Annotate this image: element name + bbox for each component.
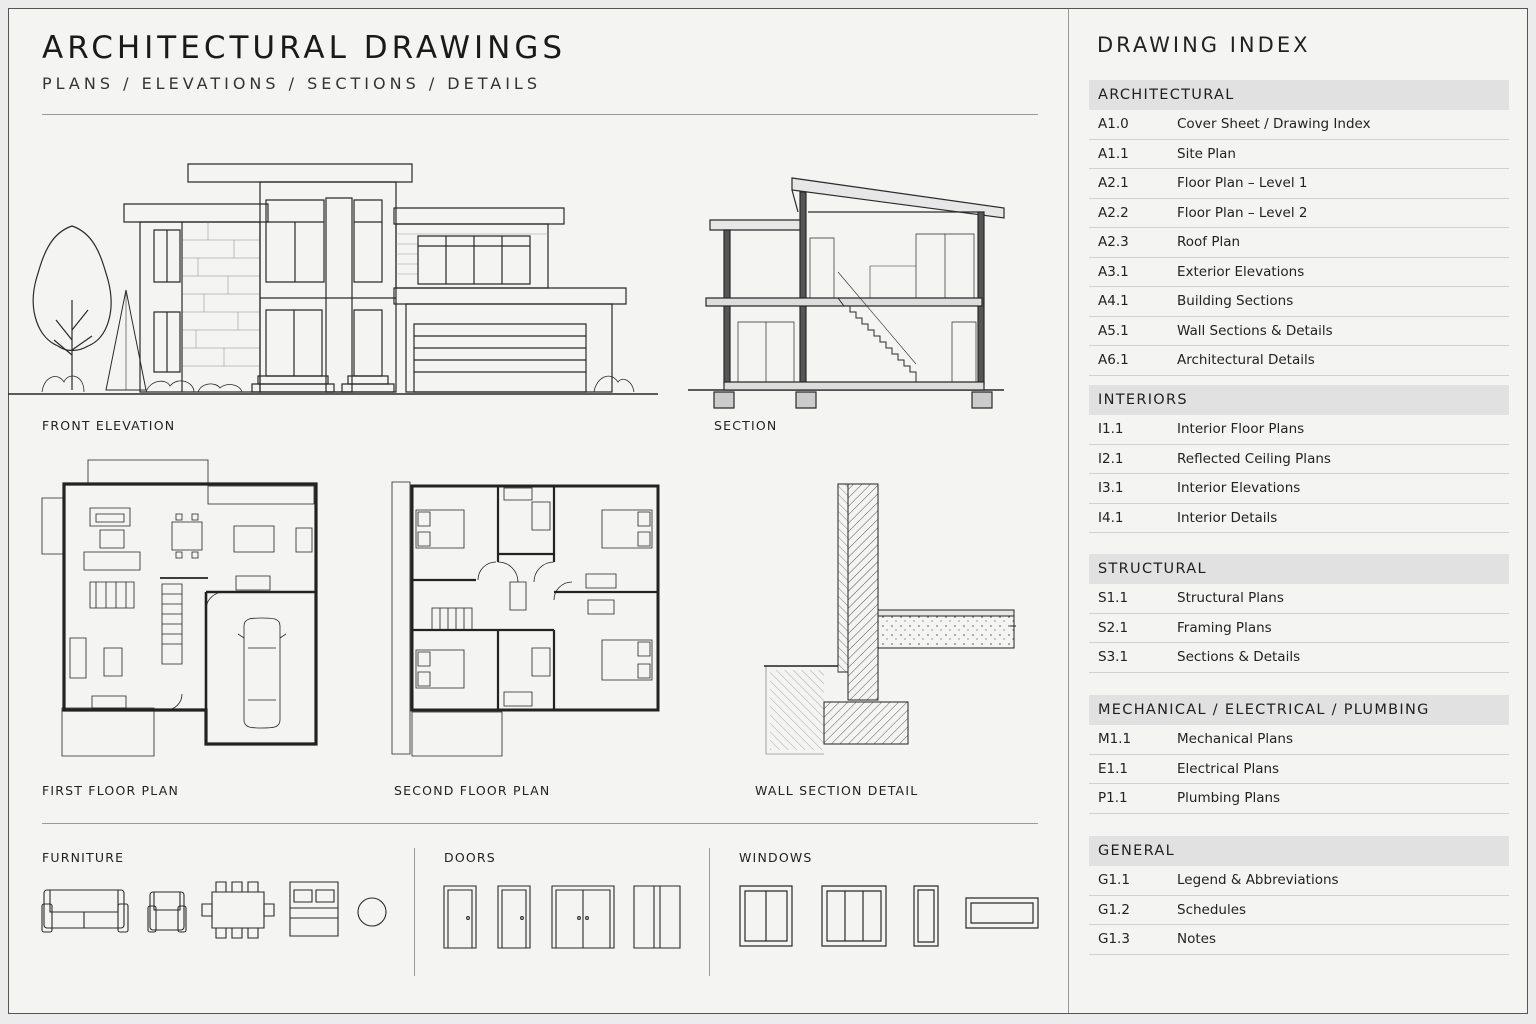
sheet-name: Cover Sheet / Drawing Index — [1177, 116, 1371, 133]
sheet-code: S1.1 — [1098, 590, 1129, 607]
sheet-code: A2.2 — [1098, 204, 1129, 221]
second-floor-plan-label: SECOND FLOOR PLAN — [394, 783, 551, 798]
sheet-name: Building Sections — [1177, 293, 1294, 310]
casement-window-icon — [740, 886, 792, 946]
index-row[interactable] — [1089, 258, 1509, 288]
index-row[interactable] — [1089, 169, 1509, 199]
sheet-code: S3.1 — [1098, 649, 1129, 666]
sheet-code: I4.1 — [1098, 509, 1124, 526]
index-row[interactable] — [1089, 784, 1509, 814]
index-row[interactable] — [1089, 643, 1509, 673]
page-subtitle: PLANS / ELEVATIONS / SECTIONS / DETAILS — [42, 74, 541, 93]
sheet-code: M1.1 — [1098, 731, 1132, 748]
sheet-name: Architectural Details — [1177, 352, 1315, 369]
legend-divider — [42, 823, 1038, 824]
index-row[interactable] — [1089, 866, 1509, 896]
sheet-name: Framing Plans — [1177, 619, 1272, 636]
wall-section-detail-drawing — [764, 480, 1024, 760]
index-row[interactable] — [1089, 317, 1509, 347]
front-elevation-drawing — [8, 150, 668, 400]
index-row[interactable] — [1089, 896, 1509, 926]
legend-separator — [709, 848, 710, 976]
single-door-icon — [444, 886, 476, 948]
sheet-name: Site Plan — [1177, 145, 1236, 162]
furniture-symbols — [40, 878, 390, 942]
triple-window-icon — [822, 886, 886, 946]
drawing-index-title: DRAWING INDEX — [1097, 33, 1311, 57]
index-section-general — [1089, 836, 1509, 955]
sheet-name: Interior Floor Plans — [1177, 421, 1305, 438]
sheet-code: A2.3 — [1098, 234, 1129, 251]
page-title: ARCHITECTURAL DRAWINGS — [42, 30, 567, 66]
index-row[interactable] — [1089, 584, 1509, 614]
index-row[interactable] — [1089, 346, 1509, 376]
index-section-mep — [1089, 695, 1509, 814]
single-door-icon — [498, 886, 530, 948]
sheet-code: G1.2 — [1098, 901, 1130, 918]
sheet-name: Notes — [1177, 931, 1216, 948]
first-floor-plan-label: FIRST FLOOR PLAN — [42, 783, 180, 798]
index-row[interactable] — [1089, 415, 1509, 445]
legend-separator — [414, 848, 415, 976]
index-row[interactable] — [1089, 725, 1509, 755]
index-row[interactable] — [1089, 110, 1509, 140]
doors-heading: DOORS — [444, 850, 496, 865]
awning-window-icon — [966, 898, 1038, 928]
index-section-structural — [1089, 554, 1509, 673]
section-drawing — [688, 168, 1018, 410]
door-symbols — [442, 882, 686, 952]
index-section-heading: INTERIORS — [1089, 385, 1509, 415]
sheet-name: Reflected Ceiling Plans — [1177, 450, 1331, 467]
windows-heading: WINDOWS — [739, 850, 813, 865]
armchair-icon — [148, 892, 186, 932]
sheet-code: A4.1 — [1098, 293, 1129, 310]
sheet-name: Interior Elevations — [1177, 480, 1301, 497]
bed-icon — [290, 882, 338, 936]
index-section-heading: GENERAL — [1089, 836, 1509, 866]
sheet-name: Sections & Details — [1177, 649, 1301, 666]
sliding-door-icon — [634, 886, 680, 948]
index-row[interactable] — [1089, 287, 1509, 317]
sheet-code: G1.3 — [1098, 931, 1130, 948]
first-floor-plan-drawing — [40, 458, 324, 760]
sheet-name: Legend & Abbreviations — [1177, 872, 1339, 889]
sheet-name: Mechanical Plans — [1177, 731, 1294, 748]
sheet-code: I1.1 — [1098, 421, 1124, 438]
narrow-window-icon — [914, 886, 938, 946]
sofa-icon — [42, 890, 128, 932]
index-section-interiors — [1089, 385, 1509, 533]
sheet-name: Floor Plan – Level 1 — [1177, 175, 1308, 192]
double-door-icon — [552, 886, 614, 948]
index-panel-divider — [1068, 9, 1069, 1013]
index-row[interactable] — [1089, 504, 1509, 534]
index-row[interactable] — [1089, 755, 1509, 785]
index-row[interactable] — [1089, 925, 1509, 955]
index-section-heading: MECHANICAL / ELECTRICAL / PLUMBING — [1089, 695, 1509, 725]
sheet-name: Electrical Plans — [1177, 760, 1280, 777]
front-elevation-label: FRONT ELEVATION — [42, 418, 176, 433]
index-row[interactable] — [1089, 140, 1509, 170]
section-label: SECTION — [714, 418, 778, 433]
title-divider — [42, 114, 1038, 115]
index-section-heading: STRUCTURAL — [1089, 554, 1509, 584]
sheet-code: A6.1 — [1098, 352, 1129, 369]
sheet-code: G1.1 — [1098, 872, 1130, 889]
sheet-name: Floor Plan – Level 2 — [1177, 204, 1308, 221]
sheet-code: A1.0 — [1098, 116, 1129, 133]
index-section-heading: ARCHITECTURAL — [1089, 80, 1509, 110]
index-row[interactable] — [1089, 199, 1509, 229]
furniture-heading: FURNITURE — [42, 850, 125, 865]
sheet-name: Roof Plan — [1177, 234, 1241, 251]
sheet-code: I2.1 — [1098, 450, 1124, 467]
sheet-name: Plumbing Plans — [1177, 790, 1281, 807]
sheet-code: A5.1 — [1098, 322, 1129, 339]
sheet-code: I3.1 — [1098, 480, 1124, 497]
index-row[interactable] — [1089, 474, 1509, 504]
second-floor-plan-drawing — [392, 482, 662, 758]
sheet-code: S2.1 — [1098, 619, 1129, 636]
sheet-code: A2.1 — [1098, 175, 1129, 192]
index-row[interactable] — [1089, 445, 1509, 475]
sheet-name: Schedules — [1177, 901, 1247, 918]
window-symbols — [738, 884, 1042, 950]
index-row[interactable] — [1089, 228, 1509, 258]
round-table-icon — [358, 898, 386, 926]
index-section-architectural — [1089, 80, 1509, 376]
sheet-code: P1.1 — [1098, 790, 1128, 807]
sheet-code: A1.1 — [1098, 145, 1129, 162]
sheet-code: A3.1 — [1098, 263, 1129, 280]
sheet-name: Wall Sections & Details — [1177, 322, 1333, 339]
sheet-name: Structural Plans — [1177, 590, 1284, 607]
dining-table-icon — [202, 882, 274, 938]
sheet-name: Interior Details — [1177, 509, 1278, 526]
sheet-name: Exterior Elevations — [1177, 263, 1305, 280]
wall-section-detail-label: WALL SECTION DETAIL — [755, 783, 919, 798]
index-row[interactable] — [1089, 614, 1509, 644]
sheet-code: E1.1 — [1098, 760, 1128, 777]
